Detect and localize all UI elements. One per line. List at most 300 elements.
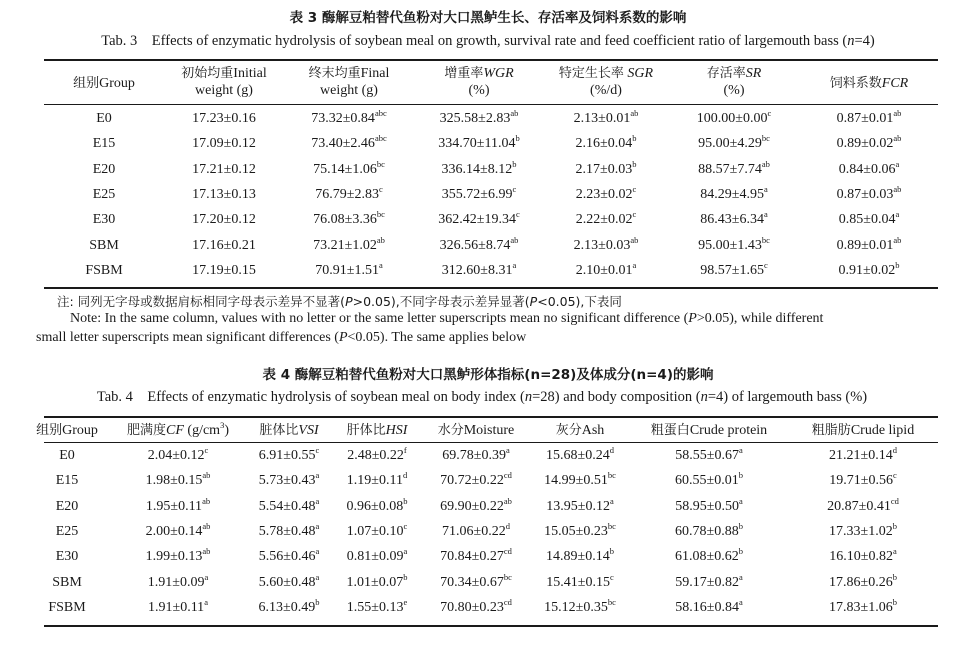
table3-cell bbox=[544, 234, 668, 254]
significance-superscript: c bbox=[204, 445, 209, 455]
table4-cell bbox=[422, 495, 530, 515]
cell-value: 334.70±11.04 bbox=[438, 136, 516, 152]
table4-cell bbox=[630, 470, 788, 489]
cell-value: 1.19±0.11 bbox=[346, 473, 403, 489]
significance-superscript: c bbox=[892, 470, 897, 481]
table4-cell bbox=[110, 495, 246, 515]
significance-superscript: c bbox=[632, 209, 637, 220]
significance-superscript: b bbox=[892, 520, 897, 531]
significance-superscript: a bbox=[632, 259, 637, 270]
significance-superscript: b bbox=[632, 133, 637, 144]
cell-value: 58.55±0.67 bbox=[675, 448, 739, 463]
significance-superscript: cd bbox=[503, 546, 512, 557]
significance-superscript: d bbox=[609, 445, 614, 455]
table4-row-group: E0 bbox=[59, 448, 75, 463]
table3-cell bbox=[544, 133, 668, 152]
significance-superscript: a bbox=[505, 445, 510, 455]
table4-row-group: FSBM bbox=[48, 599, 86, 615]
table4-row-group: E30 bbox=[55, 549, 79, 565]
table3-row-group: SBM bbox=[89, 237, 119, 253]
significance-superscript: a bbox=[738, 445, 743, 455]
cell-value: 0.87±0.01 bbox=[836, 111, 894, 126]
significance-superscript: a bbox=[403, 546, 408, 557]
table3-cell bbox=[668, 234, 800, 254]
table3-header-cell: 终末均重Final weight (g) bbox=[308, 66, 390, 98]
table4-cell bbox=[422, 470, 530, 489]
table4-cell bbox=[530, 596, 630, 616]
significance-superscript: f bbox=[403, 445, 407, 455]
table4-cell bbox=[246, 571, 332, 591]
table4-cell bbox=[332, 520, 422, 540]
table4-cell bbox=[530, 470, 630, 489]
cell-value: 14.89±0.14 bbox=[546, 549, 610, 565]
table4-cell bbox=[246, 495, 332, 515]
cell-value: 100.00±0.00 bbox=[696, 111, 768, 126]
table3-header-cell: 饲料系数FCR bbox=[829, 76, 909, 91]
significance-superscript: a bbox=[204, 571, 209, 582]
table3-cell bbox=[800, 259, 938, 279]
cell-value: 5.60±0.48 bbox=[258, 574, 316, 590]
significance-superscript: ab bbox=[893, 133, 902, 144]
table3-row-group: E0 bbox=[96, 111, 112, 126]
cell-value: 70.72±0.22 bbox=[440, 473, 504, 489]
cell-value: 21.21±0.14 bbox=[829, 448, 893, 463]
cell-value: 13.95±0.12 bbox=[546, 498, 610, 514]
table4-cell bbox=[422, 571, 530, 591]
cell-value: 84.29±4.95 bbox=[700, 186, 764, 202]
table4-cell bbox=[422, 445, 530, 464]
significance-superscript: cd bbox=[890, 495, 899, 506]
significance-superscript: b bbox=[895, 259, 900, 270]
significance-superscript: ab bbox=[503, 495, 512, 506]
cell-value: 95.00±4.29 bbox=[698, 136, 762, 152]
cell-value: 0.91±0.02 bbox=[838, 262, 896, 278]
significance-superscript: a bbox=[738, 596, 743, 607]
cell-value: 362.42±19.34 bbox=[438, 212, 516, 228]
cell-value: 73.40±2.46 bbox=[311, 136, 375, 152]
table4-row-group: E25 bbox=[55, 523, 79, 539]
table4-header-cell: 粗脂肪Crude lipid bbox=[811, 423, 915, 438]
cell-value: 69.78±0.39 bbox=[442, 448, 506, 463]
table3-cell bbox=[414, 183, 544, 203]
table4-cell bbox=[332, 495, 422, 515]
cell-value: 58.95±0.50 bbox=[675, 498, 739, 514]
cell-value: 1.07±0.10 bbox=[346, 523, 404, 539]
significance-superscript: b bbox=[515, 133, 520, 144]
table4-cell bbox=[110, 520, 246, 540]
significance-superscript: ab bbox=[202, 546, 211, 557]
table3-note-en-line2: small letter superscripts mean significant differences (P<0.05). The same applies below bbox=[36, 330, 527, 345]
cell-value: 15.05±0.23 bbox=[544, 523, 608, 539]
table4-cell bbox=[630, 520, 788, 540]
significance-superscript: ab bbox=[761, 158, 770, 169]
table3-cell bbox=[414, 234, 544, 254]
cell-value: 1.01±0.07 bbox=[346, 574, 404, 590]
significance-superscript: ab bbox=[630, 108, 639, 118]
significance-superscript: d bbox=[505, 520, 510, 531]
table3-cell bbox=[284, 158, 414, 178]
cell-value: 71.06±0.22 bbox=[442, 523, 506, 539]
cell-value: 20.87±0.41 bbox=[827, 498, 891, 514]
cell-value: 0.89±0.01 bbox=[836, 237, 894, 253]
cell-value: 5.54±0.48 bbox=[258, 498, 316, 514]
cell-value: 19.71±0.56 bbox=[829, 473, 893, 489]
table4-cell bbox=[246, 470, 332, 489]
cell-value: 325.58±2.83 bbox=[439, 111, 511, 126]
table4-caption-en: Tab. 4 Effects of enzymatic hydrolysis of soybean meal on body index (n=28) and body composition (n=4) of largemouth bass (%) bbox=[96, 389, 868, 405]
table4-cell bbox=[788, 470, 938, 489]
cell-value: 70.91±1.51 bbox=[315, 262, 379, 278]
cell-value: 98.57±1.65 bbox=[700, 262, 764, 278]
cell-value: 0.89±0.02 bbox=[836, 136, 894, 152]
cell-value: 5.56±0.46 bbox=[258, 549, 316, 565]
table3-cell: 17.19±0.15 bbox=[192, 262, 256, 278]
significance-superscript: ab bbox=[630, 234, 639, 245]
table4-cell bbox=[788, 495, 938, 515]
significance-superscript: a bbox=[895, 158, 900, 169]
table3-caption-en: Tab. 3 Effects of enzymatic hydrolysis of soybean meal on growth, survival rate and feed coefficient ratio of largemouth bass (n=4) bbox=[101, 33, 875, 49]
table3-cell bbox=[544, 209, 668, 228]
significance-superscript: cd bbox=[503, 596, 512, 607]
significance-superscript: ab bbox=[510, 234, 519, 245]
table4-cell bbox=[530, 546, 630, 565]
table4-cell bbox=[530, 495, 630, 515]
significance-superscript: bc bbox=[607, 470, 616, 481]
table4-cell bbox=[422, 546, 530, 565]
table3-header-rule bbox=[44, 104, 938, 105]
table3-cell bbox=[800, 133, 938, 152]
significance-superscript: a bbox=[512, 259, 517, 270]
table4-cell bbox=[788, 546, 938, 565]
significance-superscript: ab bbox=[202, 470, 211, 481]
significance-superscript: c bbox=[403, 520, 408, 531]
significance-superscript: b bbox=[738, 470, 743, 481]
table3-cell: 17.09±0.12 bbox=[192, 136, 256, 152]
table4-cell bbox=[788, 445, 938, 464]
cell-value: 15.68±0.24 bbox=[546, 448, 610, 463]
table4-cell bbox=[530, 445, 630, 464]
significance-superscript: b bbox=[738, 520, 743, 531]
significance-superscript: ab bbox=[202, 520, 211, 531]
significance-superscript: bc bbox=[761, 234, 770, 245]
table3-cell bbox=[668, 183, 800, 203]
cell-value: 0.81±0.09 bbox=[346, 549, 404, 565]
table3-cell bbox=[668, 209, 800, 228]
cell-value: 2.22±0.02 bbox=[575, 212, 633, 228]
table3-cell bbox=[414, 158, 544, 178]
table3-header-cell: 存活率SR (%) bbox=[706, 66, 762, 98]
significance-superscript: b bbox=[403, 571, 408, 582]
table4-cell bbox=[332, 546, 422, 565]
significance-superscript: abc bbox=[374, 108, 387, 118]
table3-top-rule bbox=[44, 59, 938, 61]
table4-cell bbox=[332, 596, 422, 616]
cell-value: 1.95±0.11 bbox=[145, 498, 203, 514]
significance-superscript: d bbox=[402, 470, 408, 481]
cell-value: 336.14±8.12 bbox=[441, 161, 513, 177]
table4-header-cell: 水分Moisture bbox=[437, 423, 515, 438]
cell-value: 2.00±0.14 bbox=[145, 523, 203, 539]
table3-cell bbox=[284, 259, 414, 279]
table3-caption-cn: 表 3 酶解豆粕替代鱼粉对大口黑鲈生长、存活率及饲料系数的影响 bbox=[289, 10, 687, 26]
table3-cell bbox=[284, 209, 414, 228]
table3-cell bbox=[668, 133, 800, 152]
table3-note-cn: 注: 同列无字母或数据肩标相同字母表示差异不显著(P>0.05),不同字母表示差异显著(P<0.05),下表同 bbox=[57, 294, 622, 309]
cell-value: 0.85±0.04 bbox=[838, 212, 896, 228]
table4-cell bbox=[110, 445, 246, 464]
table4-cell bbox=[332, 470, 422, 489]
significance-superscript: ab bbox=[893, 183, 902, 194]
table3-cell: 17.13±0.13 bbox=[192, 186, 256, 202]
table4-cell bbox=[630, 546, 788, 565]
cell-value: 6.13±0.49 bbox=[258, 599, 316, 615]
table4-cell bbox=[332, 445, 422, 464]
table4-cell bbox=[788, 571, 938, 591]
significance-superscript: a bbox=[315, 546, 320, 557]
significance-superscript: ab bbox=[893, 234, 902, 245]
table4-cell bbox=[246, 520, 332, 540]
cell-value: 17.33±1.02 bbox=[829, 523, 893, 539]
table3-cell bbox=[414, 259, 544, 279]
cell-value: 1.91±0.11 bbox=[148, 599, 205, 615]
cell-value: 2.16±0.04 bbox=[575, 136, 633, 152]
table3-row-group: E20 bbox=[92, 161, 116, 177]
cell-value: 59.17±0.82 bbox=[675, 574, 739, 590]
significance-superscript: b bbox=[315, 596, 320, 607]
significance-superscript: ab bbox=[376, 234, 385, 245]
cell-value: 75.14±1.06 bbox=[313, 161, 377, 177]
table4-cell bbox=[110, 571, 246, 591]
table4-header-cell: 脏体比VSI bbox=[259, 423, 319, 438]
table3-header-cell: 组别Group bbox=[73, 76, 135, 91]
significance-superscript: a bbox=[315, 520, 320, 531]
cell-value: 2.10±0.01 bbox=[575, 262, 633, 278]
significance-superscript: a bbox=[378, 259, 383, 270]
significance-superscript: a bbox=[892, 546, 897, 557]
table3-cell: 17.20±0.12 bbox=[192, 212, 256, 228]
cell-value: 5.78±0.48 bbox=[258, 523, 316, 539]
significance-superscript: c bbox=[315, 445, 320, 455]
cell-value: 15.12±0.35 bbox=[544, 599, 608, 615]
table4-top-rule bbox=[44, 416, 938, 418]
table3-row-group: E25 bbox=[92, 186, 116, 202]
cell-value: 1.98±0.15 bbox=[145, 473, 203, 489]
cell-value: 0.96±0.08 bbox=[346, 498, 404, 514]
table4-header-rule bbox=[44, 442, 938, 443]
cell-value: 95.00±1.43 bbox=[698, 237, 762, 253]
cell-value: 1.99±0.13 bbox=[145, 549, 203, 565]
table3-row-group: E30 bbox=[92, 212, 116, 228]
cell-value: 70.80±0.23 bbox=[440, 599, 504, 615]
significance-superscript: a bbox=[738, 571, 743, 582]
significance-superscript: a bbox=[315, 571, 320, 582]
table4-row-group: E15 bbox=[55, 473, 79, 489]
cell-value: 0.87±0.03 bbox=[836, 186, 894, 202]
significance-superscript: a bbox=[738, 495, 743, 506]
significance-superscript: ab bbox=[202, 495, 211, 506]
table3-header-cell: 特定生长率 SGR (%/d) bbox=[558, 66, 654, 98]
table4-cell bbox=[630, 445, 788, 464]
cell-value: 6.91±0.55 bbox=[258, 448, 316, 463]
significance-superscript: abc bbox=[374, 133, 387, 144]
significance-superscript: c bbox=[378, 183, 383, 194]
cell-value: 60.78±0.88 bbox=[675, 523, 739, 539]
table3-cell bbox=[284, 234, 414, 254]
table3-cell bbox=[544, 108, 668, 127]
significance-superscript: b bbox=[609, 546, 614, 557]
table3-row-group: E15 bbox=[92, 136, 116, 152]
cell-value: 14.99±0.51 bbox=[544, 473, 608, 489]
cell-value: 69.90±0.22 bbox=[440, 498, 504, 514]
table3-cell bbox=[668, 108, 800, 127]
significance-superscript: ab bbox=[893, 108, 902, 118]
significance-superscript: c bbox=[515, 209, 520, 220]
table3-cell bbox=[800, 234, 938, 254]
significance-superscript: bc bbox=[607, 520, 616, 531]
significance-superscript: b bbox=[632, 158, 637, 169]
cell-value: 326.56±8.74 bbox=[439, 237, 511, 253]
cell-value: 17.86±0.26 bbox=[829, 574, 893, 590]
significance-superscript: c bbox=[512, 183, 517, 194]
table3-row-group: FSBM bbox=[85, 262, 123, 278]
table3-cell bbox=[544, 183, 668, 203]
cell-value: 70.34±0.67 bbox=[440, 574, 504, 590]
cell-value: 355.72±6.99 bbox=[441, 186, 513, 202]
significance-superscript: a bbox=[204, 596, 208, 607]
significance-superscript: c bbox=[609, 571, 614, 582]
table3-cell bbox=[544, 158, 668, 178]
table3-cell bbox=[414, 133, 544, 152]
table4-header-cell: 灰分Ash bbox=[555, 423, 605, 438]
table3-cell bbox=[284, 183, 414, 203]
table4-row-group: E20 bbox=[55, 498, 79, 514]
cell-value: 1.91±0.09 bbox=[147, 574, 205, 590]
significance-superscript: a bbox=[895, 209, 900, 220]
significance-superscript: b bbox=[892, 596, 897, 607]
significance-superscript: c bbox=[767, 108, 772, 118]
significance-superscript: bc bbox=[607, 596, 616, 607]
table3-cell bbox=[800, 108, 938, 127]
significance-superscript: c bbox=[632, 183, 637, 194]
cell-value: 1.55±0.13 bbox=[346, 599, 404, 615]
significance-superscript: cd bbox=[503, 470, 512, 481]
cell-value: 73.32±0.84 bbox=[311, 111, 375, 126]
cell-value: 60.55±0.01 bbox=[675, 473, 739, 489]
table3-cell bbox=[668, 259, 800, 279]
table4-cell bbox=[422, 520, 530, 540]
cell-value: 58.16±0.84 bbox=[675, 599, 739, 615]
significance-superscript: bc bbox=[376, 209, 385, 220]
significance-superscript: a bbox=[763, 183, 768, 194]
table4-cell bbox=[422, 596, 530, 616]
table4-cell bbox=[530, 520, 630, 540]
table3-header-cell: 初始均重Initial weight (g) bbox=[181, 66, 267, 98]
significance-superscript: bc bbox=[503, 571, 512, 582]
significance-superscript: b bbox=[738, 546, 743, 557]
table3-cell: 17.21±0.12 bbox=[192, 161, 256, 177]
cell-value: 88.57±7.74 bbox=[698, 161, 762, 177]
table4-row-group: SBM bbox=[52, 574, 82, 590]
table4-cell bbox=[630, 495, 788, 515]
table4-cell bbox=[246, 596, 332, 616]
significance-superscript: ab bbox=[510, 108, 519, 118]
table4-header-cell: 粗蛋白Crude protein bbox=[650, 423, 768, 438]
cell-value: 17.83±1.06 bbox=[829, 599, 893, 615]
table3-cell: 17.16±0.21 bbox=[192, 237, 256, 253]
cell-value: 2.04±0.12 bbox=[147, 448, 205, 463]
cell-value: 76.79±2.83 bbox=[315, 186, 379, 202]
cell-value: 0.84±0.06 bbox=[838, 161, 896, 177]
significance-superscript: bc bbox=[761, 133, 770, 144]
significance-superscript: e bbox=[403, 596, 408, 607]
significance-superscript: bc bbox=[376, 158, 385, 169]
significance-superscript: d bbox=[892, 445, 897, 455]
table4-cell bbox=[246, 546, 332, 565]
table3-note-en-line1: Note: In the same column, values with no letter or the same letter superscripts mean no significant difference (P>0.05), while different bbox=[70, 311, 824, 326]
cell-value: 2.23±0.02 bbox=[575, 186, 633, 202]
table3-cell bbox=[800, 158, 938, 178]
cell-value: 73.21±1.02 bbox=[313, 237, 377, 253]
cell-value: 15.41±0.15 bbox=[546, 574, 610, 590]
cell-value: 76.08±3.36 bbox=[313, 212, 377, 228]
significance-superscript: a bbox=[609, 495, 614, 506]
cell-value: 16.10±0.82 bbox=[829, 549, 893, 565]
table3-header-cell: 增重率WGR (%) bbox=[444, 66, 514, 98]
cell-value: 2.13±0.03 bbox=[573, 237, 631, 253]
table4-cell bbox=[788, 520, 938, 540]
table4-cell bbox=[332, 571, 422, 591]
table4-cell bbox=[630, 571, 788, 591]
table3-bottom-rule bbox=[44, 287, 938, 289]
table4-bottom-rule bbox=[44, 625, 938, 627]
cell-value: 2.48±0.22 bbox=[347, 448, 404, 463]
cell-value: 312.60±8.31 bbox=[441, 262, 513, 278]
significance-superscript: a bbox=[763, 209, 768, 220]
significance-superscript: b bbox=[892, 571, 897, 582]
cell-value: 70.84±0.27 bbox=[440, 549, 504, 565]
table3-cell bbox=[800, 183, 938, 203]
cell-value: 5.73±0.43 bbox=[258, 473, 316, 489]
table3-cell bbox=[414, 209, 544, 228]
cell-value: 2.17±0.03 bbox=[575, 161, 633, 177]
table3-cell bbox=[668, 158, 800, 178]
table3-cell bbox=[284, 108, 414, 127]
significance-superscript: c bbox=[763, 259, 768, 270]
table4-cell bbox=[788, 596, 938, 616]
table4-cell bbox=[530, 571, 630, 591]
table4-caption-cn: 表 4 酶解豆粕替代鱼粉对大口黑鲈形体指标(n=28)及体成分(n=4)的影响 bbox=[262, 367, 714, 383]
significance-superscript: b bbox=[512, 158, 517, 169]
cell-value: 61.08±0.62 bbox=[675, 549, 739, 565]
table4-cell bbox=[110, 596, 246, 616]
table4-header-cell: 肥满度CF $(g/cm^3)$ bbox=[127, 420, 229, 438]
table4-header-cell: 组别Group bbox=[36, 423, 98, 438]
table3-cell bbox=[544, 259, 668, 279]
table3-cell bbox=[284, 133, 414, 152]
cell-value: 86.43±6.34 bbox=[700, 212, 764, 228]
table4-header-cell: 肝体比HSI bbox=[346, 423, 408, 438]
table4-cell bbox=[110, 546, 246, 565]
table4-cell bbox=[630, 596, 788, 616]
table3-cell: 17.23±0.16 bbox=[192, 111, 256, 126]
significance-superscript: a bbox=[315, 470, 320, 481]
cell-value: 2.13±0.01 bbox=[573, 111, 631, 126]
significance-superscript: a bbox=[315, 495, 320, 506]
table3-cell bbox=[800, 209, 938, 228]
significance-superscript: b bbox=[403, 495, 408, 506]
table3-cell bbox=[414, 108, 544, 127]
table4-cell bbox=[110, 470, 246, 489]
